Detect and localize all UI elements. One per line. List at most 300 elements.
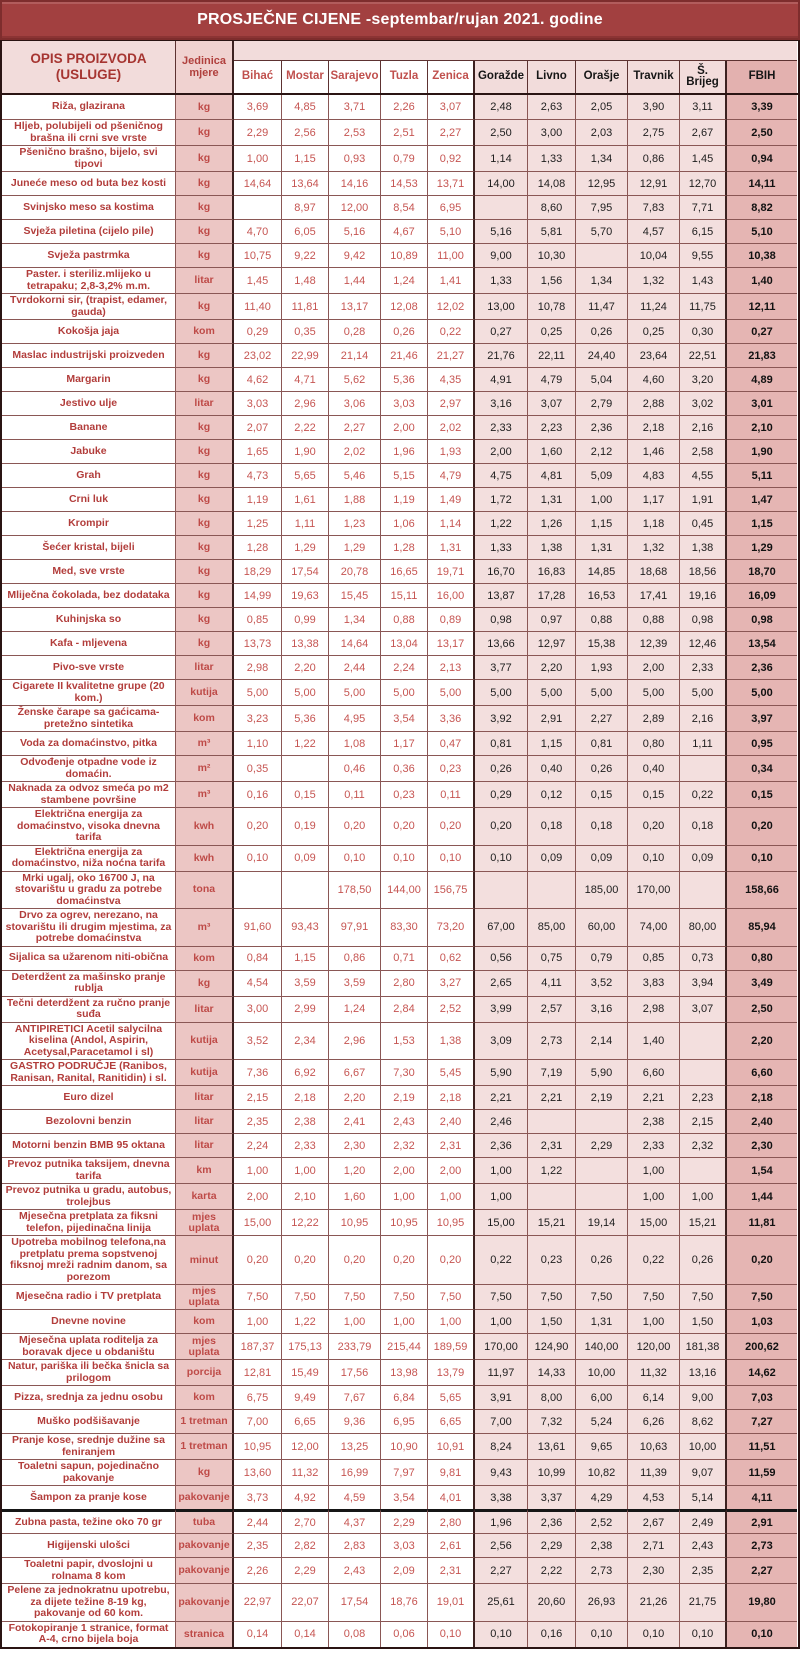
- product-name: Fotokopiranje 1 stranice, format A-4, crno bijela boja: [2, 1621, 176, 1647]
- price-cell: 181,38: [680, 1333, 727, 1359]
- fbih-price-cell: 12,11: [727, 293, 797, 319]
- price-cell: 6,15: [680, 219, 727, 243]
- price-cell: 1,22: [528, 1157, 576, 1183]
- price-cell: 13,61: [528, 1433, 576, 1459]
- fbih-price-cell: 5,00: [727, 679, 797, 705]
- price-cell: 1,00: [428, 1183, 475, 1209]
- price-cell: 74,00: [628, 908, 680, 946]
- unit-cell: minut: [176, 1235, 234, 1284]
- product-row: [2, 1459, 798, 1485]
- price-cell: 0,20: [234, 807, 282, 845]
- price-cell: 10,00: [576, 1359, 628, 1385]
- price-cell: 0,26: [475, 755, 528, 781]
- price-cell: 2,21: [475, 1085, 528, 1109]
- price-cell: 2,82: [282, 1533, 329, 1557]
- price-cell: 6,60: [628, 1059, 680, 1085]
- product-row: [2, 511, 798, 535]
- price-cell: 2,43: [329, 1557, 381, 1583]
- price-cell: 17,54: [329, 1583, 381, 1621]
- price-cell: 26,93: [576, 1583, 628, 1621]
- price-cell: 0,93: [329, 145, 381, 171]
- price-cell: 170,00: [475, 1333, 528, 1359]
- price-cell: 2,91: [528, 705, 576, 731]
- price-cell: 1,65: [234, 439, 282, 463]
- unit-cell: m³: [176, 781, 234, 807]
- price-cell: 0,26: [576, 755, 628, 781]
- product-row: [2, 439, 798, 463]
- unit-cell: kg: [176, 119, 234, 145]
- price-cell: 2,96: [329, 1022, 381, 1060]
- unit-cell: litar: [176, 1109, 234, 1133]
- unit-cell: km: [176, 1157, 234, 1183]
- product-row: [2, 343, 798, 367]
- price-cell: 2,49: [680, 1509, 727, 1533]
- price-cell: 6,92: [282, 1059, 329, 1085]
- price-cell: 2,27: [329, 415, 381, 439]
- price-cell: 2,33: [282, 1133, 329, 1157]
- price-cell: 7,97: [381, 1459, 428, 1485]
- price-cell: 3,59: [329, 970, 381, 996]
- price-cell: 0,20: [628, 807, 680, 845]
- price-cell: 0,10: [428, 845, 475, 871]
- product-row: [2, 195, 798, 219]
- product-name: Med, sve vrste: [2, 559, 176, 583]
- product-name: Kuhinjska so: [2, 607, 176, 631]
- price-cell: 2,80: [428, 1509, 475, 1533]
- price-cell: 1,46: [628, 439, 680, 463]
- price-cell: 15,00: [628, 1209, 680, 1235]
- product-name: Pizza, srednja za jednu osobu: [2, 1385, 176, 1409]
- price-cell: 9,42: [329, 243, 381, 267]
- price-cell: 3,37: [528, 1485, 576, 1509]
- price-cell: 5,15: [381, 463, 428, 487]
- price-cell: 2,56: [475, 1533, 528, 1557]
- price-cell: 13,64: [282, 171, 329, 195]
- price-cell: 0,26: [381, 319, 428, 343]
- price-cell: 3,27: [428, 970, 475, 996]
- fbih-price-cell: 6,60: [727, 1059, 797, 1085]
- product-name: Banane: [2, 415, 176, 439]
- unit-cell: kom: [176, 1309, 234, 1333]
- price-cell: 3,00: [234, 996, 282, 1022]
- price-cell: 156,75: [428, 871, 475, 909]
- price-cell: 1,14: [475, 145, 528, 171]
- price-cell: 9,07: [680, 1459, 727, 1485]
- price-cell: 175,13: [282, 1333, 329, 1359]
- price-cell: 2,71: [628, 1533, 680, 1557]
- price-cell: [680, 1059, 727, 1085]
- price-cell: 4,70: [234, 219, 282, 243]
- price-cell: 6,65: [428, 1409, 475, 1433]
- price-cell: 1,40: [628, 1022, 680, 1060]
- price-cell: 0,26: [680, 1235, 727, 1284]
- fbih-price-cell: 21,83: [727, 343, 797, 367]
- price-cell: 1,00: [381, 1183, 428, 1209]
- price-cell: 0,22: [680, 781, 727, 807]
- price-cell: 18,56: [680, 559, 727, 583]
- col-header-city: Zenica: [428, 61, 475, 93]
- price-cell: 2,36: [528, 1509, 576, 1533]
- product-name: Drvo za ogrev, nerezano, na stovarištu ili drugim mjestima, za potrebe domaćinstva: [2, 908, 176, 946]
- price-cell: [234, 195, 282, 219]
- price-cell: 1,60: [528, 439, 576, 463]
- price-cell: 5,09: [576, 463, 628, 487]
- price-cell: 0,75: [528, 946, 576, 970]
- price-cell: 15,11: [381, 583, 428, 607]
- price-cell: 3,94: [680, 970, 727, 996]
- price-cell: 16,00: [428, 583, 475, 607]
- product-row: [2, 171, 798, 195]
- price-cell: 3,09: [475, 1022, 528, 1060]
- product-row: [2, 267, 798, 293]
- price-cell: 1,34: [576, 145, 628, 171]
- product-row: [2, 631, 798, 655]
- unit-cell: pakovanje: [176, 1485, 234, 1509]
- price-cell: 2,75: [628, 119, 680, 145]
- price-cell: 3,23: [234, 705, 282, 731]
- price-cell: 5,00: [381, 679, 428, 705]
- price-cell: 1,15: [576, 511, 628, 535]
- product-row: [2, 319, 798, 343]
- unit-cell: m²: [176, 755, 234, 781]
- unit-cell: kg: [176, 607, 234, 631]
- price-cell: 0,18: [576, 807, 628, 845]
- price-cell: 13,71: [428, 171, 475, 195]
- price-cell: 21,27: [428, 343, 475, 367]
- price-cell: 189,59: [428, 1333, 475, 1359]
- price-cell: 2,02: [329, 439, 381, 463]
- price-cell: 8,54: [381, 195, 428, 219]
- price-cell: 10,91: [428, 1433, 475, 1459]
- price-cell: 1,17: [628, 487, 680, 511]
- price-cell: 1,60: [329, 1183, 381, 1209]
- price-cell: 0,25: [628, 319, 680, 343]
- price-cell: 13,79: [428, 1359, 475, 1385]
- fbih-price-cell: 11,51: [727, 1433, 797, 1459]
- unit-cell: kg: [176, 487, 234, 511]
- price-cell: 0,56: [475, 946, 528, 970]
- unit-cell: kg: [176, 463, 234, 487]
- price-cell: 2,29: [576, 1133, 628, 1157]
- price-cell: 0,25: [528, 319, 576, 343]
- unit-cell: kutija: [176, 1022, 234, 1060]
- product-name: Mliječna čokolada, bez dodataka: [2, 583, 176, 607]
- fbih-price-cell: 0,98: [727, 607, 797, 631]
- price-cell: 1,00: [381, 1309, 428, 1333]
- price-cell: 2,32: [680, 1133, 727, 1157]
- fbih-price-cell: 0,20: [727, 1235, 797, 1284]
- price-cell: 0,16: [528, 1621, 576, 1647]
- price-cell: 3,03: [381, 1533, 428, 1557]
- price-cell: 2,31: [528, 1133, 576, 1157]
- price-cell: 2,70: [282, 1509, 329, 1533]
- fbih-price-cell: 1,15: [727, 511, 797, 535]
- price-cell: 3,36: [428, 705, 475, 731]
- product-name: Tvrdokorni sir, (trapist, edamer, gauda): [2, 293, 176, 319]
- price-cell: 10,63: [628, 1433, 680, 1459]
- product-row: [2, 1183, 798, 1209]
- price-cell: 12,39: [628, 631, 680, 655]
- product-row: [2, 871, 798, 909]
- price-cell: 3,52: [576, 970, 628, 996]
- price-cell: 14,00: [475, 171, 528, 195]
- price-cell: 2,15: [234, 1085, 282, 1109]
- price-cell: 12,46: [680, 631, 727, 655]
- price-cell: 15,38: [576, 631, 628, 655]
- price-cell: 0,09: [576, 845, 628, 871]
- price-cell: 4,62: [234, 367, 282, 391]
- price-cell: 3,03: [234, 391, 282, 415]
- price-cell: 10,78: [528, 293, 576, 319]
- price-cell: 0,79: [381, 145, 428, 171]
- price-cell: 1,96: [475, 1509, 528, 1533]
- price-cell: 0,09: [282, 845, 329, 871]
- price-cell: 2,20: [282, 655, 329, 679]
- price-cell: 0,46: [329, 755, 381, 781]
- price-cell: 12,81: [234, 1359, 282, 1385]
- product-name: Juneće meso od buta bez kosti: [2, 171, 176, 195]
- fbih-price-cell: 0,80: [727, 946, 797, 970]
- price-cell: 2,43: [680, 1533, 727, 1557]
- price-cell: 1,44: [329, 267, 381, 293]
- price-cell: 2,80: [381, 970, 428, 996]
- col-header-city: Sarajevo: [329, 61, 381, 93]
- price-cell: 0,81: [576, 731, 628, 755]
- unit-cell: kwh: [176, 807, 234, 845]
- price-cell: 7,50: [282, 1284, 329, 1309]
- price-cell: 13,87: [475, 583, 528, 607]
- price-cell: 4,85: [282, 95, 329, 119]
- price-cell: 22,07: [282, 1583, 329, 1621]
- product-name: Hljeb, polubijeli od pšeničnog brašna ili crni sve vrste: [2, 119, 176, 145]
- price-cell: 0,23: [528, 1235, 576, 1284]
- price-cell: 3,71: [329, 95, 381, 119]
- price-cell: 0,29: [234, 319, 282, 343]
- unit-cell: stranica: [176, 1621, 234, 1647]
- price-cell: 7,50: [475, 1284, 528, 1309]
- fbih-price-cell: 3,01: [727, 391, 797, 415]
- price-cell: 13,25: [329, 1433, 381, 1459]
- price-cell: 25,61: [475, 1583, 528, 1621]
- price-cell: 4,73: [234, 463, 282, 487]
- price-cell: 2,57: [528, 996, 576, 1022]
- price-cell: 5,16: [329, 219, 381, 243]
- price-cell: 0,18: [528, 807, 576, 845]
- price-cell: 120,00: [628, 1333, 680, 1359]
- product-row: [2, 1621, 798, 1647]
- product-row: [2, 583, 798, 607]
- price-cell: 1,28: [381, 535, 428, 559]
- price-cell: 1,31: [576, 535, 628, 559]
- product-name: Margarin: [2, 367, 176, 391]
- price-cell: 2,30: [628, 1557, 680, 1583]
- price-cell: 0,10: [628, 1621, 680, 1647]
- price-cell: 3,54: [381, 705, 428, 731]
- price-cell: 4,54: [234, 970, 282, 996]
- price-cell: 2,27: [428, 119, 475, 145]
- price-cell: 1,90: [282, 439, 329, 463]
- price-cell: 3,00: [528, 119, 576, 145]
- product-row: [2, 243, 798, 267]
- fbih-price-cell: 7,03: [727, 1385, 797, 1409]
- unit-cell: kg: [176, 171, 234, 195]
- product-row: [2, 1235, 798, 1284]
- price-cell: 0,20: [381, 1235, 428, 1284]
- unit-cell: litar: [176, 1085, 234, 1109]
- price-cell: 4,95: [329, 705, 381, 731]
- price-cell: 18,29: [234, 559, 282, 583]
- unit-cell: kg: [176, 439, 234, 463]
- price-cell: 3,77: [475, 655, 528, 679]
- price-cell: 2,24: [234, 1133, 282, 1157]
- price-cell: 11,32: [628, 1359, 680, 1385]
- price-cell: 12,70: [680, 171, 727, 195]
- price-cell: 5,65: [428, 1385, 475, 1409]
- price-cell: 19,71: [428, 559, 475, 583]
- price-cell: 2,03: [576, 119, 628, 145]
- price-cell: [234, 871, 282, 909]
- price-cell: 0,23: [428, 755, 475, 781]
- price-cell: 0,35: [282, 319, 329, 343]
- price-cell: 2,12: [576, 439, 628, 463]
- price-cell: 2,23: [528, 415, 576, 439]
- price-cell: 19,14: [576, 1209, 628, 1235]
- product-name: Pelene za jednokratnu upotrebu, za dijete težine 8-19 kg, pakovanje od 60 kom.: [2, 1583, 176, 1621]
- price-cell: 5,00: [428, 679, 475, 705]
- price-cell: 1,00: [628, 1157, 680, 1183]
- price-cell: 1,34: [576, 267, 628, 293]
- price-cell: 2,20: [329, 1085, 381, 1109]
- product-name: Riža, glazirana: [2, 95, 176, 119]
- price-cell: 4,29: [576, 1485, 628, 1509]
- price-cell: 1,93: [428, 439, 475, 463]
- price-cell: 9,22: [282, 243, 329, 267]
- fbih-price-cell: 2,40: [727, 1109, 797, 1133]
- price-cell: 2,18: [628, 415, 680, 439]
- price-cell: 13,00: [475, 293, 528, 319]
- price-cell: 13,38: [282, 631, 329, 655]
- price-cell: 0,15: [282, 781, 329, 807]
- price-cell: 22,11: [528, 343, 576, 367]
- price-cell: 1,49: [428, 487, 475, 511]
- product-row: [2, 119, 798, 145]
- price-cell: 0,16: [234, 781, 282, 807]
- fbih-price-cell: 13,54: [727, 631, 797, 655]
- product-row: [2, 535, 798, 559]
- price-cell: 2,43: [381, 1109, 428, 1133]
- price-cell: 0,09: [680, 845, 727, 871]
- price-cell: 1,00: [234, 1309, 282, 1333]
- price-table: [0, 40, 800, 1649]
- price-cell: 2,36: [475, 1133, 528, 1157]
- unit-cell: m³: [176, 908, 234, 946]
- price-cell: 185,00: [576, 871, 628, 909]
- price-cell: 7,36: [234, 1059, 282, 1085]
- price-cell: 0,97: [528, 607, 576, 631]
- price-cell: 5,45: [428, 1059, 475, 1085]
- price-cell: 3,90: [628, 95, 680, 119]
- price-cell: 14,85: [576, 559, 628, 583]
- price-cell: 2,20: [528, 655, 576, 679]
- price-cell: 2,38: [628, 1109, 680, 1133]
- col-header-city: Travnik: [628, 61, 680, 93]
- col-header-city: Tuzla: [381, 61, 428, 93]
- price-cell: 2,24: [381, 655, 428, 679]
- price-cell: 3,07: [680, 996, 727, 1022]
- price-cell: 1,41: [428, 267, 475, 293]
- price-cell: 1,43: [680, 267, 727, 293]
- product-row: [2, 1583, 798, 1621]
- price-cell: 21,46: [381, 343, 428, 367]
- price-cell: 1,00: [329, 1309, 381, 1333]
- price-cell: 8,60: [528, 195, 576, 219]
- price-cell: 2,35: [234, 1109, 282, 1133]
- price-cell: 2,32: [381, 1133, 428, 1157]
- price-cell: 20,78: [329, 559, 381, 583]
- unit-cell: karta: [176, 1183, 234, 1209]
- price-cell: [282, 871, 329, 909]
- price-cell: 21,26: [628, 1583, 680, 1621]
- price-cell: 2,98: [234, 655, 282, 679]
- product-row: [2, 367, 798, 391]
- price-cell: 4,11: [528, 970, 576, 996]
- price-cell: 2,48: [475, 95, 528, 119]
- price-cell: 5,00: [475, 679, 528, 705]
- price-cell: 2,05: [576, 95, 628, 119]
- price-cell: 0,26: [576, 1235, 628, 1284]
- price-cell: 2,31: [428, 1557, 475, 1583]
- price-cell: 2,30: [329, 1133, 381, 1157]
- price-cell: 1,10: [234, 731, 282, 755]
- price-cell: 1,25: [234, 511, 282, 535]
- price-cell: 11,81: [282, 293, 329, 319]
- price-cell: 0,79: [576, 946, 628, 970]
- price-cell: 0,29: [475, 781, 528, 807]
- price-cell: 23,02: [234, 343, 282, 367]
- product-name: ANTIPIRETICI Acetil salycilna kiselina (Andol, Aspirin, Acetysal,Paracetamol i sl): [2, 1022, 176, 1060]
- price-cell: 2,73: [528, 1022, 576, 1060]
- price-cell: 73,20: [428, 908, 475, 946]
- price-cell: 2,40: [428, 1109, 475, 1133]
- price-cell: 5,00: [576, 679, 628, 705]
- price-cell: 15,49: [282, 1359, 329, 1385]
- price-cell: 2,96: [282, 391, 329, 415]
- price-cell: 0,99: [282, 607, 329, 631]
- price-cell: 11,97: [475, 1359, 528, 1385]
- price-cell: 10,89: [381, 243, 428, 267]
- price-cell: 2,16: [680, 705, 727, 731]
- product-row: [2, 145, 798, 171]
- product-name: Pranje kose, srednje dužine sa feniranjem: [2, 1433, 176, 1459]
- price-cell: 10,95: [329, 1209, 381, 1235]
- price-cell: 10,04: [628, 243, 680, 267]
- price-cell: 1,00: [234, 145, 282, 171]
- price-cell: 215,44: [381, 1333, 428, 1359]
- product-name: Prevoz putnika taksijem, dnevna tarifa: [2, 1157, 176, 1183]
- unit-cell: kg: [176, 243, 234, 267]
- unit-cell: kg: [176, 583, 234, 607]
- price-cell: 0,20: [428, 807, 475, 845]
- price-cell: 2,07: [234, 415, 282, 439]
- price-cell: 12,95: [576, 171, 628, 195]
- price-cell: 1,88: [329, 487, 381, 511]
- product-name: Voda za domaćinstvo, pitka: [2, 731, 176, 755]
- product-row: [2, 219, 798, 243]
- header-strip: [234, 41, 797, 61]
- price-cell: 6,05: [282, 219, 329, 243]
- product-row: [2, 1022, 798, 1060]
- price-cell: 2,22: [282, 415, 329, 439]
